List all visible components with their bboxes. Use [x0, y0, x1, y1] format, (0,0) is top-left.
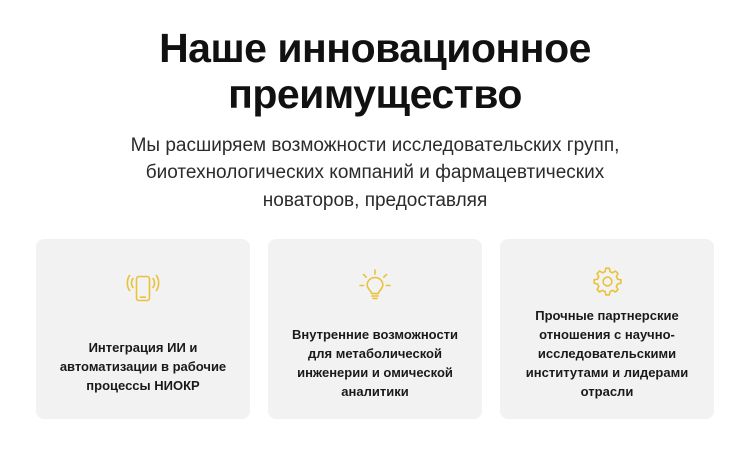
hero-section [0, 0, 750, 214]
page-title: Наше инновационное преимущество [159, 25, 591, 117]
feature-card-text: Прочные партнерские отношения с научно-исследовательскими институтами и лидерами отрасли [525, 308, 689, 399]
feature-card[interactable] [36, 239, 250, 419]
feature-cards [0, 239, 750, 419]
feature-card-text: Интеграция ИИ и автоматизации в рабочие процессы НИОКР [59, 340, 227, 394]
feature-card-text: Внутренние возможности для метаболической инженерии и омической аналитики [291, 327, 459, 399]
feature-card[interactable] [500, 239, 714, 419]
page-subtitle: Мы расширяем возможности исследовательских групп, биотехнологических компаний и фармацевтических новаторов, предоставляя [130, 134, 620, 211]
gear-settings-icon [590, 265, 624, 299]
lightbulb-idea-icon [358, 265, 392, 308]
feature-card[interactable] [268, 239, 482, 419]
mobile-phone-signal-icon [126, 265, 160, 311]
